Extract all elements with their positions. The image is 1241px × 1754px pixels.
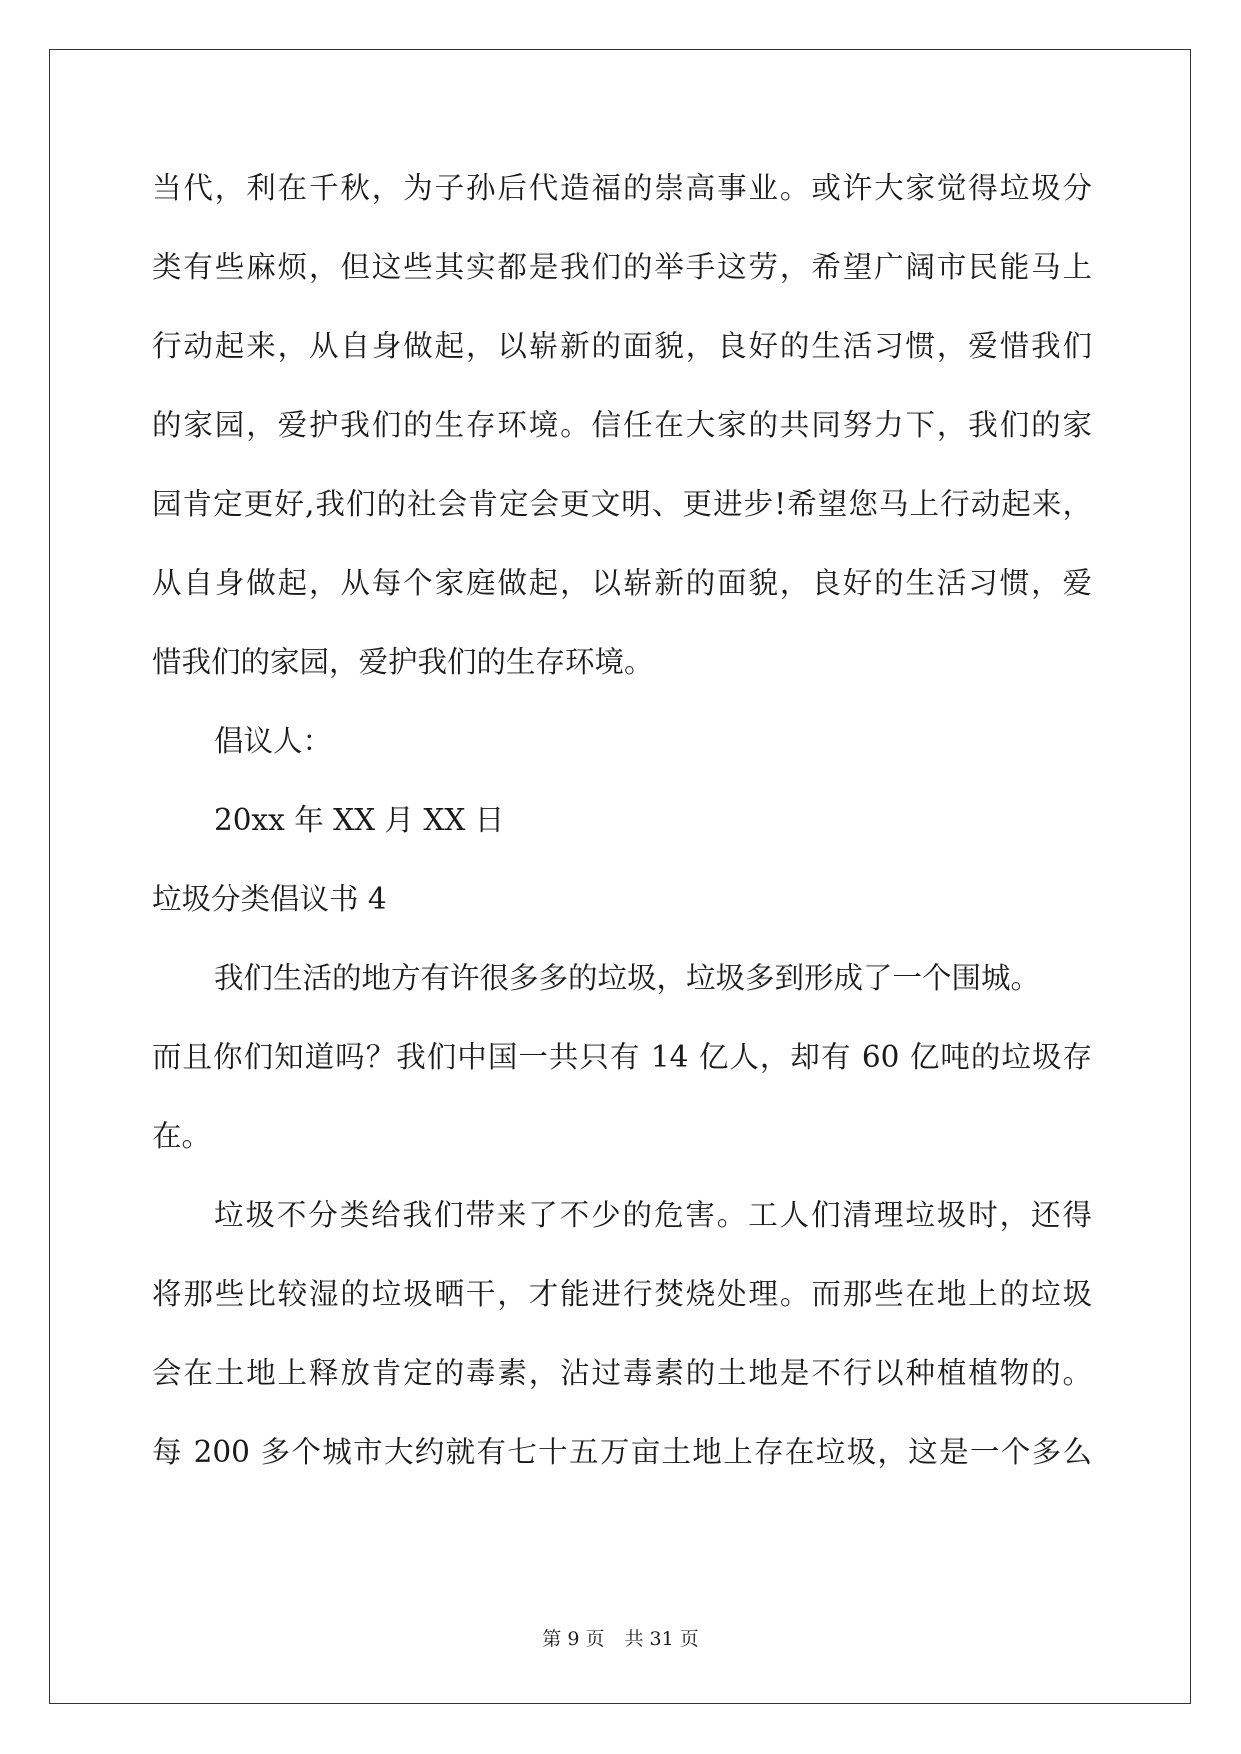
paragraph-line: 而且你们知道吗？我们中国一共只有 14 亿人，却有 60 亿吨的垃圾存 xyxy=(152,1040,1092,1074)
text-line: 类有些麻烦，但这些其实都是我们的举手这劳，希望广阔市民能马上 xyxy=(152,250,1092,284)
text-line: 行动起来，从自身做起，以崭新的面貌，良好的生活习惯，爱惜我们 xyxy=(152,329,1092,363)
paragraph-line: 会在土地上释放肯定的毒素，沾过毒素的土地是不行以种植植物的。 xyxy=(152,1356,1092,1390)
page-number: 第 9 页 xyxy=(542,1628,605,1650)
text-line: 园肯定更好,我们的社会肯定会更文明、更进步!希望您马上行动起来， xyxy=(152,487,1092,521)
text-line: 的家园，爱护我们的生存环境。信任在大家的共同努力下，我们的家 xyxy=(152,408,1092,442)
paragraph-line: 在。 xyxy=(152,1119,212,1153)
total-pages: 共 31 页 xyxy=(624,1628,699,1650)
date-line: 20xx 年 XX 月 XX 日 xyxy=(214,803,505,837)
paragraph-line: 每 200 多个城市大约就有七十五万亩土地上存在垃圾，这是一个多么 xyxy=(152,1435,1092,1469)
text-line: 惜我们的家园，爱护我们的生存环境。 xyxy=(152,645,654,679)
page-footer xyxy=(0,1627,1241,1651)
text-line: 当代，利在千秋，为子孙后代造福的崇高事业。或许大家觉得垃圾分 xyxy=(152,171,1092,205)
text-line: 从自身做起，从每个家庭做起，以崭新的面貌，良好的生活习惯，爱 xyxy=(152,566,1092,600)
section-title: 垃圾分类倡议书 4 xyxy=(152,882,387,916)
paragraph-line: 垃圾不分类给我们带来了不少的危害。工人们清理垃圾时，还得 xyxy=(214,1198,1092,1232)
signer-label: 倡议人： xyxy=(214,724,333,758)
paragraph-line: 我们生活的地方有许很多多的垃圾，垃圾多到形成了一个围城。 xyxy=(214,961,1041,995)
paragraph-line: 将那些比较湿的垃圾晒干，才能进行焚烧处理。而那些在地上的垃圾 xyxy=(152,1277,1092,1311)
